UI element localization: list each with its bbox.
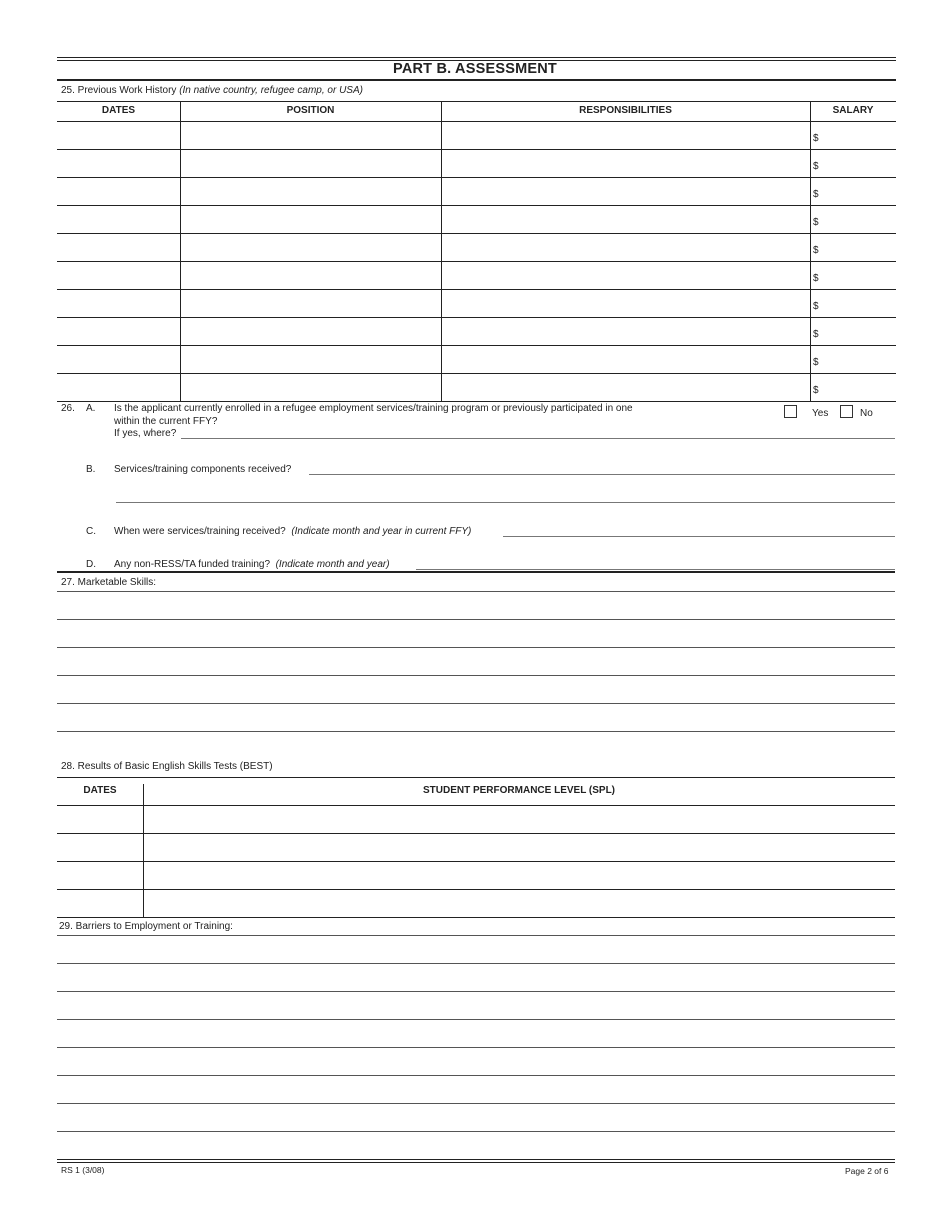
work-history-cell-salary[interactable] — [811, 122, 895, 148]
q26a-question-line1: Is the applicant currently enrolled in a refugee employment services/training program or previously participated in one — [114, 403, 633, 414]
col-header-dates: DATES — [101, 105, 136, 116]
q25-label: 25. Previous Work History (In native country, refugee camp, or USA) — [61, 85, 363, 96]
work-history-cell-position[interactable] — [181, 206, 440, 232]
skills-line[interactable] — [57, 647, 895, 648]
barriers-line[interactable] — [57, 991, 895, 992]
col-header-salary: SALARY — [832, 105, 874, 116]
work-history-cell-dates[interactable] — [58, 150, 179, 176]
work-history-cell-position[interactable] — [181, 318, 440, 344]
q26a-no-label: No — [860, 408, 873, 419]
work-history-cell-dates[interactable] — [58, 234, 179, 260]
work-history-cell-dates[interactable] — [58, 122, 179, 148]
column-divider — [180, 101, 181, 401]
work-history-cell-dates[interactable] — [58, 374, 179, 400]
page-number: Page 2 of 6 — [845, 1166, 889, 1176]
skills-line[interactable] — [57, 703, 895, 704]
column-divider — [810, 101, 811, 401]
salary-dollar-sign: $ — [813, 189, 819, 200]
barriers-line[interactable] — [57, 963, 895, 964]
best-spl-cell[interactable] — [144, 806, 894, 832]
q26b-question: Services/training components received? — [114, 464, 292, 475]
q26d-letter: D. — [86, 559, 96, 570]
best-date-cell[interactable] — [58, 890, 142, 916]
q26a-letter: A. — [86, 403, 96, 414]
salary-dollar-sign: $ — [813, 245, 819, 256]
q28-table-top — [57, 777, 895, 778]
barriers-line[interactable] — [57, 1047, 895, 1048]
q26a-yes-checkbox[interactable] — [784, 405, 797, 418]
q26b-field-line2[interactable] — [116, 502, 895, 503]
work-history-cell-dates[interactable] — [58, 290, 179, 316]
work-history-cell-position[interactable] — [181, 122, 440, 148]
work-history-cell-dates[interactable] — [58, 178, 179, 204]
work-history-cell-responsibilities[interactable] — [442, 374, 809, 400]
q26a-where-label: If yes, where? — [114, 428, 177, 439]
best-spl-cell[interactable] — [144, 834, 894, 860]
col-header-responsibilities: RESPONSIBILITIES — [579, 105, 672, 116]
work-history-cell-salary[interactable] — [811, 150, 895, 176]
q26c-hint: (Indicate month and year in current FFY) — [291, 526, 472, 537]
work-history-cell-position[interactable] — [181, 290, 440, 316]
q26d-field[interactable] — [416, 569, 895, 570]
work-history-cell-dates[interactable] — [58, 346, 179, 372]
work-history-cell-salary[interactable] — [811, 178, 895, 204]
salary-dollar-sign: $ — [813, 273, 819, 284]
bottom-rule-inner — [57, 1162, 895, 1163]
salary-dollar-sign: $ — [813, 329, 819, 340]
form-id: RS 1 (3/08) — [61, 1165, 105, 1175]
work-history-cell-salary[interactable] — [811, 262, 895, 288]
work-history-cell-responsibilities[interactable] — [442, 318, 809, 344]
q26b-field-line1[interactable] — [309, 474, 895, 475]
q26a-yes-label: Yes — [812, 408, 829, 419]
work-history-cell-responsibilities[interactable] — [442, 262, 809, 288]
title-underline — [57, 79, 896, 81]
skills-line[interactable] — [57, 731, 895, 732]
q26c-question: When were services/training received? (Indicate month and year in current FFY) — [114, 526, 472, 537]
work-history-cell-responsibilities[interactable] — [442, 178, 809, 204]
work-history-cell-salary[interactable] — [811, 374, 895, 400]
row-rule — [57, 401, 896, 402]
best-spl-cell[interactable] — [144, 862, 894, 888]
work-history-cell-responsibilities[interactable] — [442, 346, 809, 372]
work-history-cell-responsibilities[interactable] — [442, 290, 809, 316]
barriers-line[interactable] — [57, 1103, 895, 1104]
col-header-spl: STUDENT PERFORMANCE LEVEL (SPL) — [422, 785, 616, 796]
work-history-cell-position[interactable] — [181, 234, 440, 260]
q26a-where-field[interactable] — [181, 438, 895, 439]
column-divider — [143, 784, 144, 917]
barriers-line[interactable] — [57, 1019, 895, 1020]
salary-dollar-sign: $ — [813, 385, 819, 396]
part-title: PART B. ASSESSMENT — [393, 61, 557, 77]
column-divider — [441, 101, 442, 401]
col-header-dates: DATES — [83, 785, 117, 796]
work-history-cell-salary[interactable] — [811, 290, 895, 316]
best-spl-cell[interactable] — [144, 890, 894, 916]
work-history-cell-salary[interactable] — [811, 234, 895, 260]
q28-label: 28. Results of Basic English Skills Tests (BEST) — [61, 761, 273, 772]
q26a-question-line2: within the current FFY? — [114, 416, 218, 427]
barriers-line[interactable] — [57, 1131, 895, 1132]
q26d-hint: (Indicate month and year) — [275, 559, 390, 570]
q26c-letter: C. — [86, 526, 96, 537]
work-history-cell-salary[interactable] — [811, 206, 895, 232]
skills-line[interactable] — [57, 675, 895, 676]
q26c-field[interactable] — [503, 536, 895, 537]
q26d-question: Any non-RESS/TA funded training? (Indicate month and year) — [114, 559, 390, 570]
top-rule — [57, 57, 896, 58]
q29-label: 29. Barriers to Employment or Training: — [59, 921, 233, 932]
work-history-cell-position[interactable] — [181, 374, 440, 400]
barriers-line[interactable] — [57, 1075, 895, 1076]
best-date-cell[interactable] — [58, 834, 142, 860]
q25-hint: (In native country, refugee camp, or USA) — [179, 85, 363, 96]
best-date-cell[interactable] — [58, 806, 142, 832]
salary-dollar-sign: $ — [813, 161, 819, 172]
work-history-cell-dates[interactable] — [58, 318, 179, 344]
barriers-line[interactable] — [57, 935, 895, 936]
q27-top-rule — [57, 571, 895, 573]
work-history-cell-responsibilities[interactable] — [442, 150, 809, 176]
skills-line[interactable] — [57, 591, 895, 592]
work-history-cell-responsibilities[interactable] — [442, 234, 809, 260]
skills-line[interactable] — [57, 619, 895, 620]
salary-dollar-sign: $ — [813, 217, 819, 228]
salary-dollar-sign: $ — [813, 357, 819, 368]
q26-number: 26. — [61, 403, 75, 414]
row-rule — [57, 917, 895, 918]
col-header-position: POSITION — [286, 105, 335, 116]
work-history-cell-responsibilities[interactable] — [442, 206, 809, 232]
work-history-cell-salary[interactable] — [811, 346, 895, 372]
work-history-cell-position[interactable] — [181, 262, 440, 288]
work-history-cell-position[interactable] — [181, 178, 440, 204]
work-history-cell-position[interactable] — [181, 150, 440, 176]
work-history-cell-position[interactable] — [181, 346, 440, 372]
q26a-no-checkbox[interactable] — [840, 405, 853, 418]
q25-table-top — [57, 101, 896, 102]
work-history-cell-dates[interactable] — [58, 206, 179, 232]
work-history-cell-salary[interactable] — [811, 318, 895, 344]
q26b-letter: B. — [86, 464, 96, 475]
best-date-cell[interactable] — [58, 862, 142, 888]
work-history-cell-dates[interactable] — [58, 262, 179, 288]
salary-dollar-sign: $ — [813, 133, 819, 144]
bottom-rule — [57, 1159, 895, 1160]
salary-dollar-sign: $ — [813, 301, 819, 312]
work-history-cell-responsibilities[interactable] — [442, 122, 809, 148]
q27-label: 27. Marketable Skills: — [61, 577, 157, 588]
